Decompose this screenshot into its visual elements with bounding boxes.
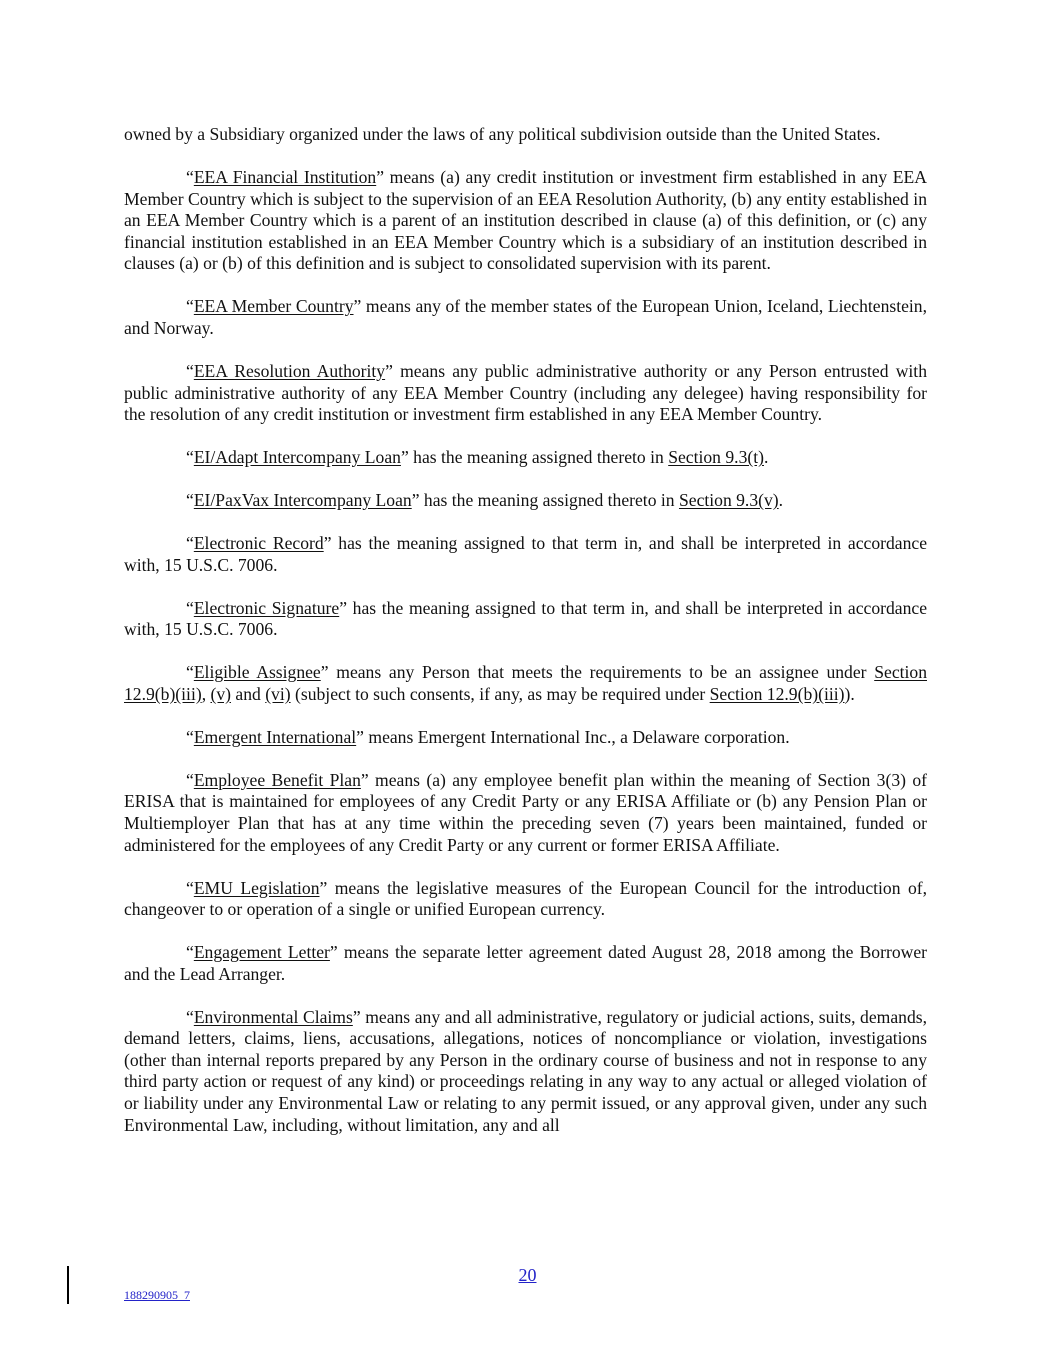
section-reference: Section 12.9(b)(iii) (709, 683, 845, 704)
continuation-paragraph: owned by a Subsidiary organized under the laws of any political subdivision outside than the United States. (124, 124, 881, 144)
defined-term: Electronic Signature (193, 597, 340, 618)
defined-term: Environmental Claims (193, 1006, 353, 1027)
defined-term: Eligible Assignee (193, 662, 321, 683)
definition-eea-financial-institution: “EEA Financial Institution” means (a) any credit institution or investment firm established in any EEA Member Country which is subject to the supervision of an EEA Resolution Authority, (b) any entity established in an EEA Member Country which is a parent of an institution described in clause (a) of this definition, or (c) any financial institution established in an EEA Member Country which is a subsidiary of an institution described in clauses (a) or (b) of this definition and is subject to consolidated supervision with its parent. (124, 166, 927, 274)
defined-term: EI/Adapt Intercompany Loan (193, 447, 401, 468)
defined-term: Emergent International (193, 726, 357, 747)
defined-term: Engagement Letter (193, 942, 330, 963)
section-reference: Section 9.3(t) (668, 447, 764, 468)
document-id[interactable]: 188290905_7 (124, 1288, 190, 1302)
defined-term: Electronic Record (193, 533, 324, 554)
definition-ei-adapt-intercompany-loan: “EI/Adapt Intercompany Loan” has the meaning assigned thereto in Section 9.3(t). (186, 447, 769, 468)
definition-eea-member-country: “EEA Member Country” means any of the member states of the European Union, Iceland, Liechtenstein, and Norway. (124, 296, 927, 338)
section-reference: (vi) (265, 683, 291, 704)
document-body (124, 124, 927, 1158)
section-reference: Section 12.9(b)(iii) (124, 662, 927, 704)
section-reference: Section 9.3(v) (678, 490, 779, 511)
definition-electronic-signature: “Electronic Signature” has the meaning assigned to that term in, and shall be interpreted in accordance with, 15 U.S.C. 7006. (124, 597, 927, 640)
definition-eligible-assignee: “Eligible Assignee” means any Person that meets the requirements to be an assignee under Section 12.9(b)(iii), (v) and (vi) (subject to such consents, if any, as may be required under Section 12.9(b)(iii)). (124, 662, 927, 704)
definition-environmental-claims: “Environmental Claims” means any and all administrative, regulatory or judicial actions, suits, demands, demand letters, claims, liens, accusations, allegations, notices of noncompliance or violation, investigations (other than internal reports prepared by any Person in the ordinary course of business and not in response to any third party action or request of any kind) or proceedings relating in any way to any actual or alleged violation of or liability under any Environmental Law or relating to any permit issued, or any approval given, under any such Environmental Law, including, without limitation, any and all (124, 1006, 927, 1135)
definition-emu-legislation: “EMU Legislation” means the legislative measures of the European Council for the introduction of, changeover to or operation of a single or unified European currency. (124, 877, 927, 920)
defined-term: Employee Benefit Plan (193, 769, 361, 790)
definition-electronic-record: “Electronic Record” has the meaning assigned to that term in, and shall be interpreted in accordance with, 15 U.S.C. 7006. (124, 533, 928, 575)
defined-term: EMU Legislation (193, 877, 320, 898)
definition-engagement-letter: “Engagement Letter” means the separate letter agreement dated August 28, 2018 among the Borrower and the Lead Arranger. (124, 942, 927, 984)
definition-employee-benefit-plan: “Employee Benefit Plan” means (a) any employee benefit plan within the meaning of Section 3(3) of ERISA that is maintained for employees of any Credit Party or any ERISA Affiliate or (b) any Pension Plan or Multiemployer Plan that has at any time within the preceding seven (7) years been maintained, funded or administered for the employees of any Credit Party or any current or former ERISA Affiliate. (124, 769, 927, 855)
defined-term: EEA Resolution Authority (193, 360, 386, 381)
definition-ei-paxvax-intercompany-loan: “EI/PaxVax Intercompany Loan” has the meaning assigned thereto in Section 9.3(v). (186, 490, 784, 511)
defined-term: EEA Member Country (193, 296, 354, 317)
page-number[interactable]: 20 (518, 1265, 537, 1285)
definition-emergent-international: “Emergent International” means Emergent International Inc., a Delaware corporation. (186, 726, 790, 747)
section-reference: (v) (210, 683, 231, 704)
defined-term: EEA Financial Institution (193, 166, 377, 187)
definition-eea-resolution-authority: “EEA Resolution Authority” means any public administrative authority or any Person entrusted with public administrative authority of any EEA Member Country (including any delegee) having responsibility for the resolution of any credit institution or investment firm established in any EEA Member Country. (124, 360, 927, 425)
defined-term: EI/PaxVax Intercompany Loan (193, 490, 412, 511)
